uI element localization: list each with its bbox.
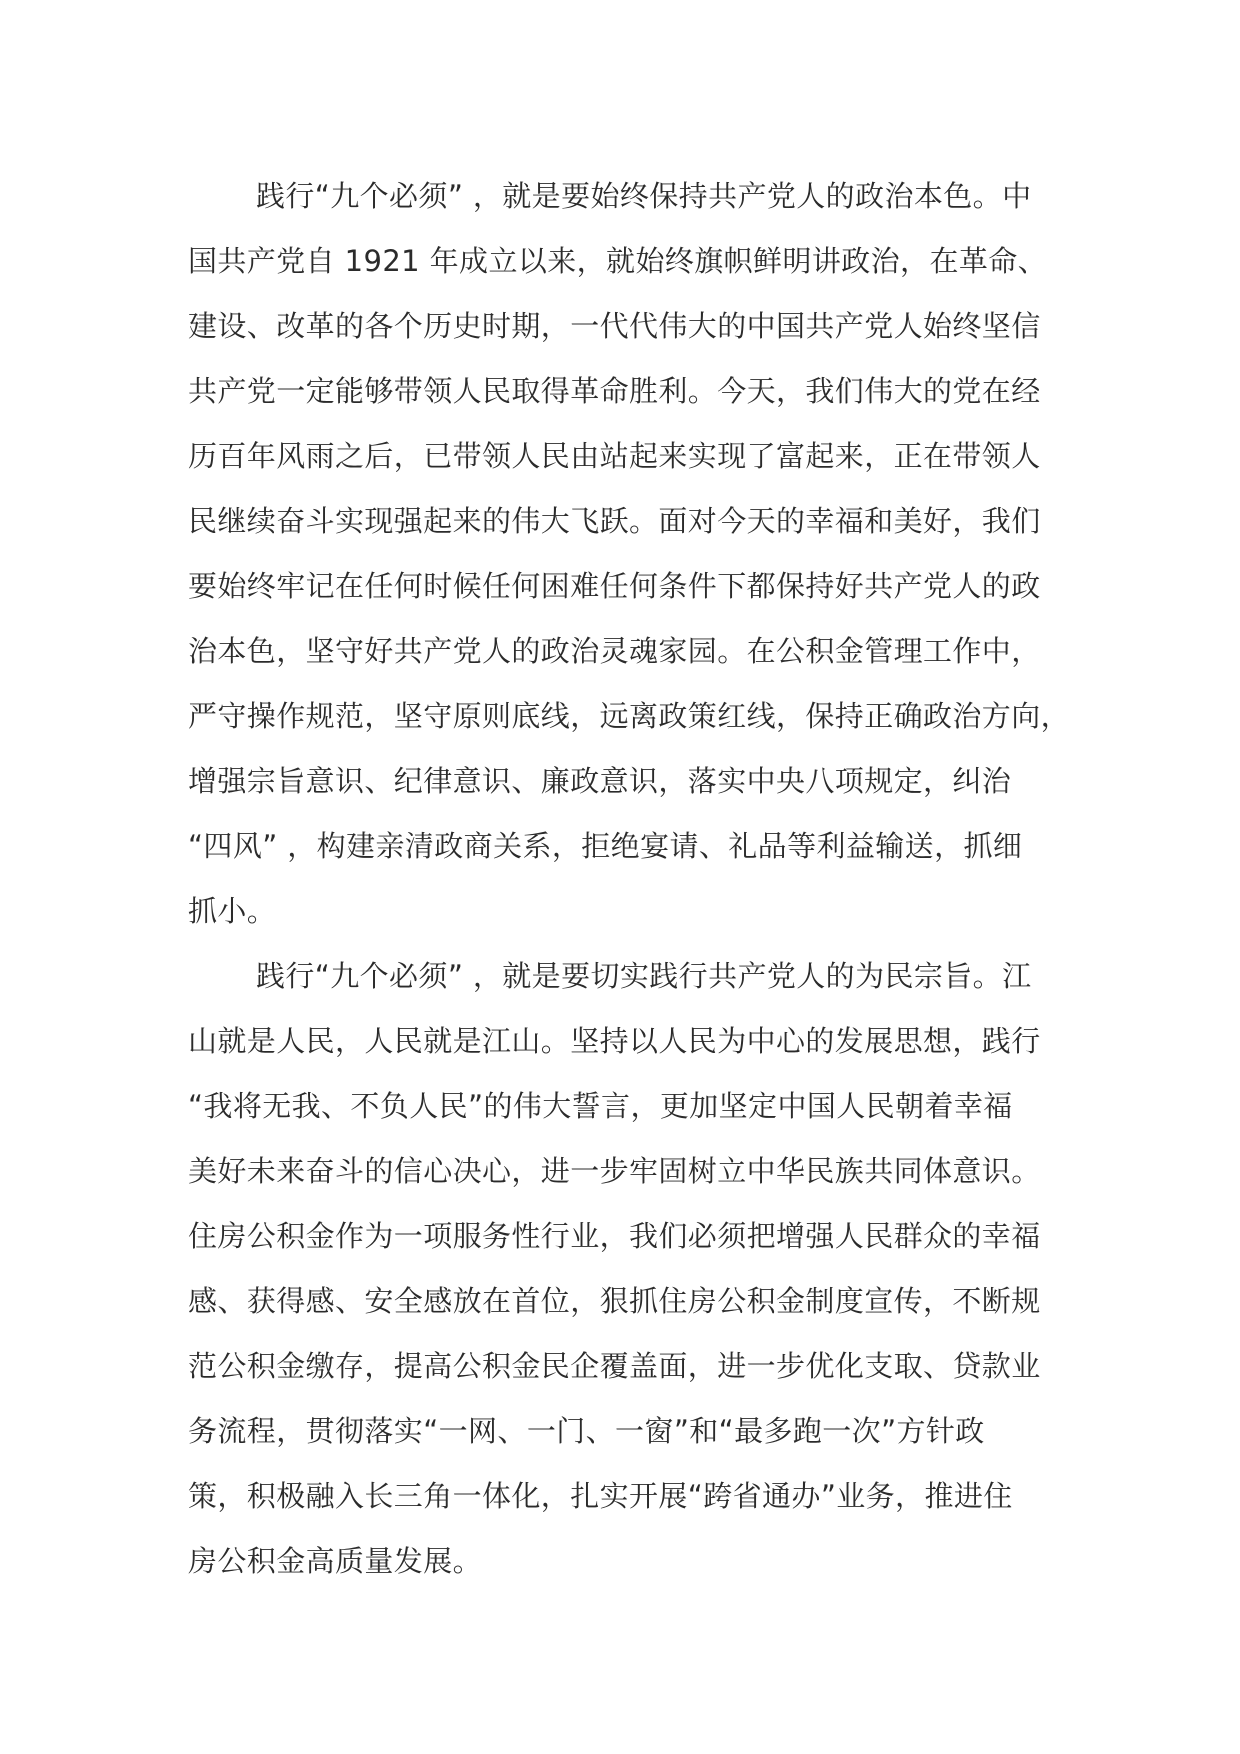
paragraph-line: 践行“九个必须” ，就是要切实践行共产党人的为民宗旨。江	[256, 959, 1032, 993]
paragraph-line: 务流程，贯彻落实“一网、一门、一窗”和“最多跑一次”方针政	[188, 1414, 985, 1448]
paragraph-line: 严守操作规范，坚守原则底线，远离政策红线，保持正确政治方向，	[188, 699, 1071, 733]
paragraph-line: 国共产党自 1921 年成立以来，就始终旗帜鲜明讲政治，在革命、	[188, 244, 1048, 278]
document-body	[188, 164, 1071, 1594]
paragraph-line: 要始终牢记在任何时候任何困难任何条件下都保持好共产党人的政	[188, 569, 1041, 603]
paragraph-line: 住房公积金作为一项服务性行业，我们必须把增强人民群众的幸福	[188, 1219, 1041, 1253]
paragraph-line: 范公积金缴存，提高公积金民企覆盖面，进一步优化支取、贷款业	[188, 1349, 1041, 1383]
paragraph-line: 历百年风雨之后，已带领人民由站起来实现了富起来，正在带领人	[188, 439, 1041, 473]
paragraph-1	[188, 164, 1071, 944]
paragraph-line: 践行“九个必须” ，就是要始终保持共产党人的政治本色。中	[256, 179, 1032, 213]
paragraph-line: 民继续奋斗实现强起来的伟大飞跃。面对今天的幸福和美好，我们	[188, 504, 1041, 538]
paragraph-line: 感、获得感、安全感放在首位，狠抓住房公积金制度宣传，不断规	[188, 1284, 1041, 1318]
paragraph-line: 房公积金高质量发展。	[188, 1544, 483, 1578]
paragraph-line: 共产党一定能够带领人民取得革命胜利。今天，我们伟大的党在经	[188, 374, 1041, 408]
paragraph-line: “我将无我、不负人民”的伟大誓言，更加坚定中国人民朝着幸福	[188, 1089, 1013, 1123]
paragraph-line: 美好未来奋斗的信心决心，进一步牢固树立中华民族共同体意识。	[188, 1154, 1041, 1188]
paragraph-line: 山就是人民，人民就是江山。坚持以人民为中心的发展思想，践行	[188, 1024, 1041, 1058]
paragraph-line: “四风” ，构建亲清政商关系，拒绝宴请、礼品等利益输送，抓细	[188, 829, 1023, 863]
paragraph-2	[188, 944, 1068, 1594]
paragraph-line: 策，积极融入长三角一体化，扎实开展“跨省通办”业务，推进住	[188, 1479, 1013, 1513]
paragraph-line: 建设、改革的各个历史时期，一代代伟大的中国共产党人始终坚信	[188, 309, 1041, 343]
paragraph-line: 增强宗旨意识、纪律意识、廉政意识，落实中央八项规定，纠治	[188, 764, 1012, 798]
paragraph-line: 抓小。	[188, 894, 277, 928]
paragraph-line: 治本色，坚守好共产党人的政治灵魂家园。在公积金管理工作中，	[188, 634, 1041, 668]
